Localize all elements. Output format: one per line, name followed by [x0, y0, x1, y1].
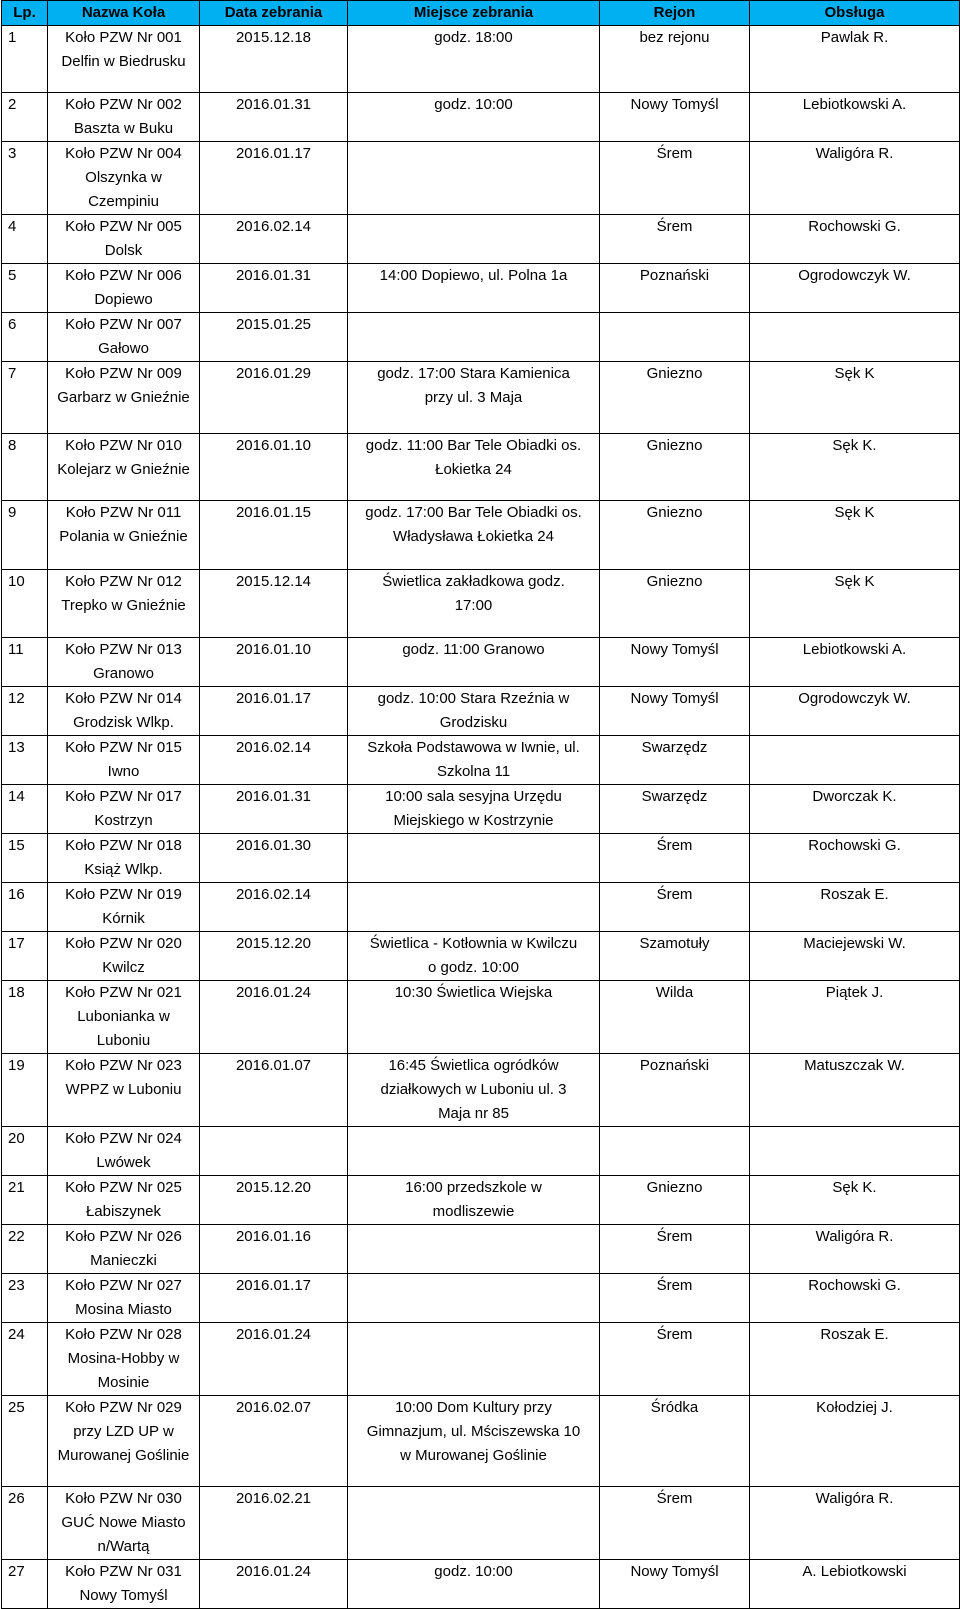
cell-region: Nowy Tomyśl: [600, 93, 750, 142]
cell-name: [48, 313, 200, 362]
cell-name-line: Koło PZW Nr 023: [65, 1057, 182, 1074]
cell-date: 2016.02.14: [200, 736, 348, 785]
table-row: [2, 1487, 960, 1560]
cell-place: [348, 142, 600, 215]
cell-lp: 23: [2, 1274, 48, 1323]
cell-place: [348, 1054, 600, 1127]
cell-name-line: Koło PZW Nr 012: [65, 573, 182, 590]
cell-place-line: Gimnazjum, ul. Mściszewska 10: [366, 1423, 581, 1440]
cell-name: [48, 264, 200, 313]
cell-name-line: Koło PZW Nr 024: [65, 1130, 182, 1147]
cell-service: Roszak E.: [750, 883, 960, 932]
cell-name: [48, 883, 200, 932]
cell-date: 2015.12.14: [200, 570, 348, 638]
cell-lp: 12: [2, 687, 48, 736]
cell-place-line: Miejskiego w Kostrzynie: [393, 812, 554, 829]
cell-name-line: Koło PZW Nr 025: [65, 1179, 182, 1196]
cell-service: Sęk K: [750, 362, 960, 434]
cell-name-line: Polania w Gnieźnie: [59, 528, 188, 545]
cell-place: [348, 570, 600, 638]
cell-service: Rochowski G.: [750, 215, 960, 264]
cell-name-line: Mosinie: [97, 1374, 150, 1391]
cell-place-line: Władysława Łokietka 24: [393, 528, 554, 545]
cell-region: [600, 313, 750, 362]
cell-service: Lebiotkowski A.: [750, 638, 960, 687]
cell-service: Maciejewski W.: [750, 932, 960, 981]
cell-name-line: Kórnik: [102, 910, 145, 927]
cell-place: [348, 264, 600, 313]
cell-name: [48, 1054, 200, 1127]
cell-date: [200, 1127, 348, 1176]
cell-date: 2016.01.30: [200, 834, 348, 883]
cell-date: 2016.01.31: [200, 785, 348, 834]
table-row: [2, 570, 960, 638]
cell-service: [750, 736, 960, 785]
cell-service: Lebiotkowski A.: [750, 93, 960, 142]
cell-region: Śrem: [600, 883, 750, 932]
cell-service: Sęk K.: [750, 1176, 960, 1225]
cell-region: Gniezno: [600, 570, 750, 638]
cell-place: [348, 501, 600, 570]
meetings-table: [1, 0, 960, 1609]
cell-place-line: 10:00 Dom Kultury przy: [395, 1399, 552, 1416]
cell-place: [348, 1487, 600, 1560]
cell-date: 2016.01.07: [200, 1054, 348, 1127]
cell-region: Śrem: [600, 1274, 750, 1323]
cell-region: Śrem: [600, 834, 750, 883]
cell-date: 2016.01.29: [200, 362, 348, 434]
cell-place: [348, 981, 600, 1054]
cell-name: [48, 1396, 200, 1487]
cell-date: 2016.01.17: [200, 142, 348, 215]
cell-lp: 10: [2, 570, 48, 638]
cell-service: Matuszczak W.: [750, 1054, 960, 1127]
cell-place-line: Świetlica - Kotłownia w Kwilczu: [369, 935, 578, 952]
cell-region: Gniezno: [600, 1176, 750, 1225]
cell-region: Nowy Tomyśl: [600, 1560, 750, 1609]
table-body: [2, 26, 960, 1609]
cell-name: [48, 142, 200, 215]
cell-lp: 18: [2, 981, 48, 1054]
cell-name-line: Koło PZW Nr 007: [65, 316, 182, 333]
cell-region: Śrem: [600, 1323, 750, 1396]
header-date: Data zebrania: [200, 1, 348, 26]
cell-place: [348, 932, 600, 981]
cell-name: [48, 785, 200, 834]
cell-service: Ogrodowczyk W.: [750, 687, 960, 736]
cell-lp: 22: [2, 1225, 48, 1274]
table-row: [2, 883, 960, 932]
cell-name: [48, 736, 200, 785]
table-row: [2, 1396, 960, 1487]
cell-place: [348, 215, 600, 264]
cell-name: [48, 1323, 200, 1396]
cell-name: [48, 1274, 200, 1323]
table-row: [2, 1127, 960, 1176]
cell-lp: 19: [2, 1054, 48, 1127]
cell-region: Gniezno: [600, 362, 750, 434]
cell-name-line: Koło PZW Nr 019: [65, 886, 182, 903]
cell-date: 2016.01.24: [200, 1323, 348, 1396]
cell-date: 2015.12.18: [200, 26, 348, 93]
table-row: [2, 501, 960, 570]
cell-place-line: Szkoła Podstawowa w Iwnie, ul.: [367, 739, 580, 756]
cell-name: [48, 932, 200, 981]
cell-place: [348, 1274, 600, 1323]
cell-name-line: Lubonianka w: [77, 1008, 170, 1025]
cell-name-line: WPPZ w Luboniu: [65, 1081, 182, 1098]
cell-name: [48, 981, 200, 1054]
cell-place-line: 17:00: [454, 597, 493, 614]
cell-name: [48, 834, 200, 883]
cell-lp: 9: [2, 501, 48, 570]
cell-place-line: Szkolna 11: [436, 763, 511, 780]
cell-place: [348, 1176, 600, 1225]
cell-name-line: Koło PZW Nr 014: [65, 690, 182, 707]
cell-region: Poznański: [600, 1054, 750, 1127]
cell-region: Gniezno: [600, 501, 750, 570]
cell-name-line: Łabiszynek: [85, 1203, 162, 1220]
cell-region: Gniezno: [600, 434, 750, 501]
header-service: Obsługa: [750, 1, 960, 26]
cell-lp: 16: [2, 883, 48, 932]
cell-name: [48, 93, 200, 142]
cell-lp: 2: [2, 93, 48, 142]
cell-name-line: Iwno: [107, 763, 140, 780]
cell-name-line: Garbarz w Gnieźnie: [57, 389, 190, 406]
cell-region: Poznański: [600, 264, 750, 313]
cell-lp: 14: [2, 785, 48, 834]
cell-place-line: godz. 11:00 Bar Tele Obiadki os.: [365, 437, 582, 454]
cell-region: Nowy Tomyśl: [600, 687, 750, 736]
cell-name-line: Trepko w Gnieźnie: [61, 597, 186, 614]
table-row: [2, 834, 960, 883]
cell-name-line: Gałowo: [98, 340, 149, 357]
cell-service: Kołodziej J.: [750, 1396, 960, 1487]
cell-place-line: 10:00 sala sesyjna Urzędu: [385, 788, 562, 805]
cell-name-line: Kostrzyn: [94, 812, 153, 829]
cell-service: [750, 1127, 960, 1176]
cell-name: [48, 1225, 200, 1274]
cell-place: [348, 1396, 600, 1487]
cell-name-line: Czempiniu: [88, 193, 159, 210]
cell-name-line: Koło PZW Nr 017: [65, 788, 182, 805]
cell-name-line: Koło PZW Nr 010: [65, 437, 182, 454]
cell-date: 2016.01.16: [200, 1225, 348, 1274]
cell-place-line: godz. 10:00: [434, 96, 513, 113]
cell-place-line: w Murowanej Goślinie: [400, 1447, 547, 1464]
cell-place: [348, 1560, 600, 1609]
cell-lp: 25: [2, 1396, 48, 1487]
cell-date: 2016.02.14: [200, 215, 348, 264]
table-row: [2, 932, 960, 981]
cell-place-line: godz. 10:00 Stara Rzeźnia w: [377, 690, 570, 707]
cell-place: [348, 26, 600, 93]
cell-name: [48, 362, 200, 434]
cell-region: Swarzędz: [600, 736, 750, 785]
cell-date: 2016.01.10: [200, 434, 348, 501]
cell-place-line: Świetlica zakładkowa godz.: [382, 573, 565, 590]
cell-lp: 8: [2, 434, 48, 501]
cell-date: 2016.01.31: [200, 264, 348, 313]
cell-region: Szamotuły: [600, 932, 750, 981]
cell-lp: 6: [2, 313, 48, 362]
cell-place-line: godz. 17:00 Bar Tele Obiadki os.: [365, 504, 582, 521]
cell-service: Waligóra R.: [750, 142, 960, 215]
cell-date: 2016.01.15: [200, 501, 348, 570]
table-row: [2, 1225, 960, 1274]
cell-name-line: Kwilcz: [102, 959, 145, 976]
cell-place-line: Maja nr 85: [438, 1105, 509, 1122]
cell-name-line: Koło PZW Nr 006: [65, 267, 182, 284]
cell-name-line: Mosina Miasto: [75, 1301, 172, 1318]
cell-name: [48, 1560, 200, 1609]
cell-place-line: 16:45 Świetlica ogródków: [388, 1057, 559, 1074]
cell-region: Wilda: [600, 981, 750, 1054]
cell-name-line: Luboniu: [96, 1032, 151, 1049]
cell-name-line: przy LZD UP w: [73, 1423, 174, 1440]
cell-place: [348, 362, 600, 434]
table-row: [2, 434, 960, 501]
cell-name-line: Koło PZW Nr 001: [65, 29, 182, 46]
cell-lp: 7: [2, 362, 48, 434]
cell-date: 2016.01.24: [200, 981, 348, 1054]
table-row: [2, 687, 960, 736]
cell-lp: 27: [2, 1560, 48, 1609]
cell-name-line: Książ Wlkp.: [84, 861, 163, 878]
cell-region: [600, 1127, 750, 1176]
cell-name: [48, 687, 200, 736]
cell-date: 2016.02.21: [200, 1487, 348, 1560]
cell-place-line: 16:00 przedszkole w: [405, 1179, 542, 1196]
cell-date: 2016.01.31: [200, 93, 348, 142]
cell-name-line: Manieczki: [90, 1252, 157, 1269]
cell-name-line: Koło PZW Nr 015: [65, 739, 182, 756]
cell-name-line: Koło PZW Nr 002: [65, 96, 182, 113]
cell-name-line: Mosina-Hobby w: [67, 1350, 180, 1367]
table-row: [2, 26, 960, 93]
cell-lp: 1: [2, 26, 48, 93]
table-row: [2, 1054, 960, 1127]
cell-region: Śrem: [600, 1225, 750, 1274]
cell-date: 2016.01.24: [200, 1560, 348, 1609]
cell-service: Rochowski G.: [750, 1274, 960, 1323]
cell-place: [348, 638, 600, 687]
cell-lp: 17: [2, 932, 48, 981]
cell-date: 2016.02.14: [200, 883, 348, 932]
cell-name-line: Lwówek: [96, 1154, 151, 1171]
header-place: Miejsce zebrania: [348, 1, 600, 26]
cell-lp: 5: [2, 264, 48, 313]
cell-name: [48, 638, 200, 687]
cell-region: Swarzędz: [600, 785, 750, 834]
cell-name: [48, 1176, 200, 1225]
cell-service: Sęk K.: [750, 434, 960, 501]
cell-name-line: Koło PZW Nr 020: [65, 935, 182, 952]
cell-name-line: Granowo: [93, 665, 154, 682]
cell-name: [48, 1487, 200, 1560]
cell-name-line: Dopiewo: [94, 291, 153, 308]
cell-name-line: Koło PZW Nr 030: [65, 1490, 182, 1507]
cell-lp: 11: [2, 638, 48, 687]
cell-name-line: n/Wartą: [97, 1538, 150, 1555]
table-row: [2, 1274, 960, 1323]
table-row: [2, 313, 960, 362]
cell-name-line: Koło PZW Nr 031: [65, 1563, 182, 1580]
header-row: [2, 1, 960, 26]
cell-service: Roszak E.: [750, 1323, 960, 1396]
cell-name-line: Koło PZW Nr 027: [65, 1277, 182, 1294]
cell-date: 2016.02.07: [200, 1396, 348, 1487]
table-row: [2, 1176, 960, 1225]
cell-place: [348, 1225, 600, 1274]
cell-service: Rochowski G.: [750, 834, 960, 883]
table-row: [2, 1323, 960, 1396]
cell-region: bez rejonu: [600, 26, 750, 93]
cell-date: 2015.12.20: [200, 932, 348, 981]
cell-place-line: działkowych w Luboniu ul. 3: [380, 1081, 567, 1098]
cell-service: Waligóra R.: [750, 1487, 960, 1560]
cell-service: Waligóra R.: [750, 1225, 960, 1274]
table-row: [2, 362, 960, 434]
cell-lp: 24: [2, 1323, 48, 1396]
cell-name-line: Olszynka w: [85, 169, 162, 186]
cell-lp: 15: [2, 834, 48, 883]
table-row: [2, 142, 960, 215]
cell-lp: 21: [2, 1176, 48, 1225]
cell-place-line: 10:30 Świetlica Wiejska: [394, 984, 553, 1001]
cell-service: Piątek J.: [750, 981, 960, 1054]
cell-place: [348, 1323, 600, 1396]
cell-service: Sęk K: [750, 570, 960, 638]
cell-place: [348, 785, 600, 834]
cell-place-line: godz. 17:00 Stara Kamienica: [377, 365, 570, 382]
table-row: [2, 638, 960, 687]
cell-name-line: Dolsk: [104, 242, 143, 259]
cell-lp: 3: [2, 142, 48, 215]
cell-place-line: godz. 10:00: [434, 1563, 513, 1580]
cell-place-line: 14:00 Dopiewo, ul. Polna 1a: [379, 267, 568, 284]
cell-name-line: Koło PZW Nr 021: [65, 984, 182, 1001]
cell-name-line: Baszta w Buku: [73, 120, 174, 137]
cell-name-line: Koło PZW Nr 004: [65, 145, 182, 162]
cell-name-line: Nowy Tomyśl: [79, 1587, 168, 1604]
cell-date: 2016.01.10: [200, 638, 348, 687]
cell-name: [48, 215, 200, 264]
cell-name-line: Murowanej Goślinie: [57, 1447, 190, 1464]
cell-service: A. Lebiotkowski: [750, 1560, 960, 1609]
cell-place-line: Łokietka 24: [435, 461, 512, 478]
cell-name-line: Koło PZW Nr 013: [65, 641, 182, 658]
table-row: [2, 215, 960, 264]
header-region: Rejon: [600, 1, 750, 26]
cell-place: [348, 736, 600, 785]
cell-name-line: Koło PZW Nr 026: [65, 1228, 182, 1245]
cell-date: 2015.12.20: [200, 1176, 348, 1225]
cell-place: [348, 834, 600, 883]
cell-service: Ogrodowczyk W.: [750, 264, 960, 313]
cell-service: Pawlak R.: [750, 26, 960, 93]
cell-name: [48, 434, 200, 501]
cell-name-line: GUĆ Nowe Miasto: [61, 1514, 186, 1531]
cell-place-line: modliszewie: [432, 1203, 515, 1220]
cell-place: [348, 93, 600, 142]
table-row: [2, 1560, 960, 1609]
cell-name: [48, 26, 200, 93]
header-lp: Lp.: [2, 1, 48, 26]
cell-name-line: Koło PZW Nr 005: [65, 218, 182, 235]
cell-place-line: Grodzisku: [439, 714, 508, 731]
cell-lp: 20: [2, 1127, 48, 1176]
cell-name: [48, 1127, 200, 1176]
cell-name-line: Delfin w Biedrusku: [61, 53, 186, 70]
cell-place-line: o godz. 10:00: [428, 959, 519, 976]
cell-service: Sęk K: [750, 501, 960, 570]
table-row: [2, 981, 960, 1054]
cell-date: 2016.01.17: [200, 687, 348, 736]
table-row: [2, 93, 960, 142]
cell-name-line: Grodzisk Wlkp.: [73, 714, 174, 731]
cell-lp: 13: [2, 736, 48, 785]
cell-name-line: Kolejarz w Gnieźnie: [57, 461, 190, 478]
cell-name-line: Koło PZW Nr 011: [65, 504, 182, 521]
cell-lp: 26: [2, 1487, 48, 1560]
cell-name: [48, 501, 200, 570]
cell-region: Śrem: [600, 1487, 750, 1560]
cell-region: Śródka: [600, 1396, 750, 1487]
cell-region: Śrem: [600, 215, 750, 264]
cell-place-line: godz. 11:00 Granowo: [402, 641, 545, 658]
cell-place: [348, 883, 600, 932]
cell-place: [348, 434, 600, 501]
cell-name-line: Koło PZW Nr 028: [65, 1326, 182, 1343]
cell-name-line: Koło PZW Nr 029: [65, 1399, 182, 1416]
cell-name-line: Koło PZW Nr 018: [65, 837, 182, 854]
cell-date: 2016.01.17: [200, 1274, 348, 1323]
cell-name: [48, 570, 200, 638]
header-name: Nazwa Koła: [48, 1, 200, 26]
cell-place-line: godz. 18:00: [434, 29, 513, 46]
cell-date: 2015.01.25: [200, 313, 348, 362]
cell-lp: 4: [2, 215, 48, 264]
cell-place-line: przy ul. 3 Maja: [424, 389, 523, 406]
cell-place: [348, 1127, 600, 1176]
table-row: [2, 736, 960, 785]
cell-service: [750, 313, 960, 362]
table-row: [2, 785, 960, 834]
cell-place: [348, 687, 600, 736]
cell-region: Śrem: [600, 142, 750, 215]
table-row: [2, 264, 960, 313]
cell-region: Nowy Tomyśl: [600, 638, 750, 687]
cell-place: [348, 313, 600, 362]
cell-name-line: Koło PZW Nr 009: [65, 365, 182, 382]
cell-service: Dworczak K.: [750, 785, 960, 834]
